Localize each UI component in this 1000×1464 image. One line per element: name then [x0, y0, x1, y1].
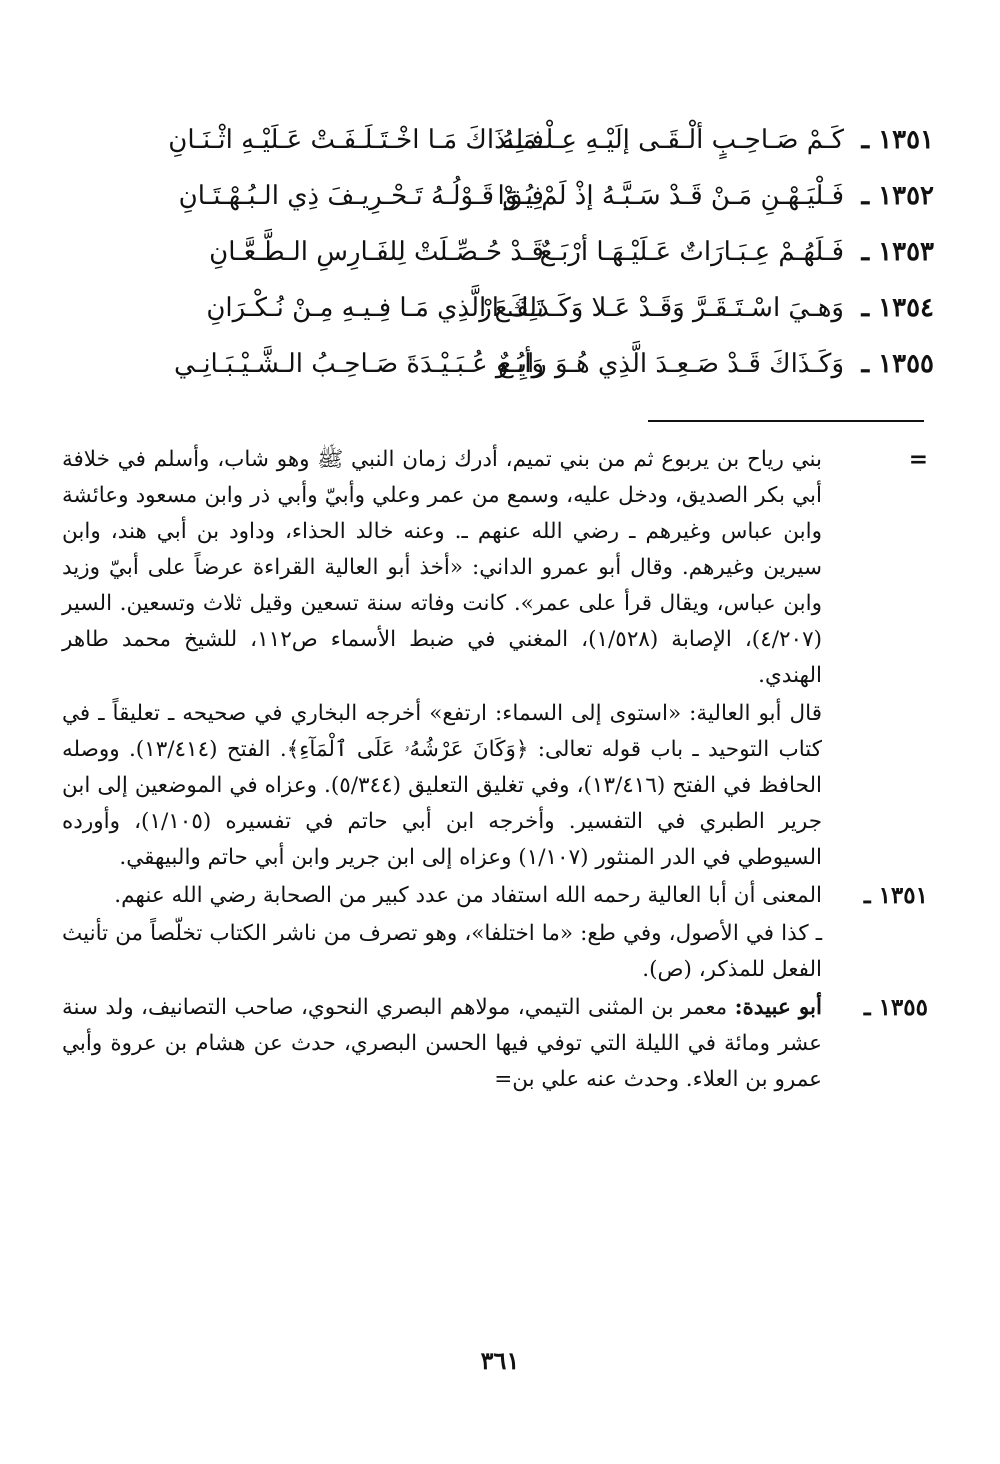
verse-number: ١٣٥٥ ـ	[861, 349, 934, 379]
footnote-marker: ١٣٥٥ ـ	[863, 994, 928, 1021]
verse-second-hemistich: تَـفَـعَ الَّذِي مَـا فِـيـهِ مِـنْ نُـكْـرَانِ	[206, 293, 544, 323]
footnote	[62, 990, 932, 1098]
verse-row	[60, 112, 934, 168]
footnote-text: المعنى أن أبا العالية رحمه الله استفاد من عدد كبير من الصحابة رضي الله عنهم.	[114, 883, 822, 908]
verse-second-hemistich: فـلِـذَاكَ مَـا اخْـتَـلَـفَـتْ عَـلَيْـهِ اثْـنَـانِ	[168, 125, 544, 155]
footnote-text: أبو عبيدة: معمر بن المثنى التيمي، مولاهم البصري النحوي، صاحب التصانيف، ولد سنة عشر ومائة في الليلة التي توفي فيها الحسن البصري، حدث عن هشام بن عروة وأبي عمرو بن العلاء. وحدث عنه علي بن=	[62, 995, 822, 1092]
footnote	[62, 878, 932, 914]
footnote-text: بني رياح بن يربوع ثم من بني تميم، أدرك زمان النبي ﷺ وهو شاب، وأسلم في خلافة أبي بكر الصديق، ودخل عليه، وسمع من عمر وعلي وأبيّ وأبي ذر وابن مسعود وعائشة وابن عباس وغيرهم ـ رضي الله عنهم ـ. وعنه خالد الحذاء، وداود بن أبي هند، وابن سيرين وغيرهم. وقال أبو عمرو الداني: «أخذ أبو العالية القراءة عرضاً على أبيّ وزيد وابن عباس، ويقال قرأ على عمر». كانت وفاته سنة تسعين وقيل ثلاث وتسعين. السير (٤/٢٠٧)، الإصابة (١/٥٢٨)، المغني في ضبط الأسماء ص١١٢، للشيخ محمد طاهر الهندي.	[62, 447, 823, 688]
verse-first-hemistich: ١٣٥٢ ـفَـلْيَـهْـنِ مَـنْ قَـدْ سَـبَّـهُ إذْ لَمْ يُـوَا	[497, 181, 934, 211]
verse-number: ١٣٥١ ـ	[861, 125, 934, 155]
footnote-marker	[822, 696, 932, 876]
verse-first-hemistich: ١٣٥٤ ـوَهـيَ اسْـتَـقَـرَّ وَقَـدْ عَـلا وَكَـذلِكَ ارْ	[479, 293, 934, 323]
footnote-marker: =	[908, 446, 928, 473]
verse-first-hemistich: ١٣٥٣ ـفَـلَهُـمْ عِـبَـارَاتٌ عَـلَيْـهَـا أرْبَـعٌ	[539, 237, 934, 267]
footnote-separator	[648, 420, 924, 422]
footnote	[62, 916, 932, 988]
verse-number: ١٣٥٤ ـ	[861, 293, 934, 323]
verse-block	[60, 112, 934, 392]
verse-number: ١٣٥٢ ـ	[861, 181, 934, 211]
verse-row	[60, 280, 934, 336]
verse-row	[60, 336, 934, 392]
verse-first-hemistich: ١٣٥٥ ـوَكَـذَاكَ قَـدْ صَـعِـدَ الَّذِي هُـوَ رابِـعٌ	[498, 349, 934, 379]
verse-row	[60, 224, 934, 280]
footnote-text: ـ كذا في الأصول، وفي طع: «ما اختلفا»، وهو تصرف من ناشر الكتاب تخلّصاً من تأنيث الفعل للمذكر، (ص).	[62, 921, 822, 982]
footnote-marker: ١٣٥١ ـ	[863, 882, 928, 909]
verse-first-hemistich: ١٣٥١ ـكَـمْ صَـاحِـبٍ ألْـقَـى إلَيْـهِ عِـلْـمَـهُ	[501, 125, 934, 155]
footnotes	[62, 442, 932, 1100]
verse-second-hemistich: وَأبُـو عُـبَـيْـدَةَ صَـاحِـبُ الـشَّـيْـبَـانِـي	[174, 349, 544, 379]
verse-row	[60, 168, 934, 224]
footnote	[62, 696, 932, 876]
verse-second-hemistich: فِـقْ قَـوْلُـهُ تَـحْـرِيـفَ ذِي الـبُـهْـتَـانِ	[178, 181, 544, 211]
page-number: ٣٦١	[480, 1346, 520, 1375]
verse-number: ١٣٥٣ ـ	[861, 237, 934, 267]
footnote-text: قال أبو العالية: «استوى إلى السماء: ارتفع» أخرجه البخاري في صحيحه ـ تعليقاً ـ في كتاب التوحيد ـ باب قوله تعالى: ﴿وَكَانَ عَرْشُهُۥ عَلَى ٱلْمَآءِ﴾. الفتح (١٣/٤١٤). ووصله الحافظ في الفتح (١٣/٤١٦)، وفي تغليق التعليق (٥/٣٤٤). وعزاه في الموضعين إلى ابن جرير الطبري في التفسير. وأخرجه ابن أبي حاتم في تفسيره (١/١٠٥)، وأورده السيوطي في الدر المنثور (١/١٠٧) وعزاه إلى ابن جرير وابن أبي حاتم والبيهقي.	[62, 701, 822, 870]
footnote	[62, 442, 932, 694]
footnote-marker	[822, 916, 932, 988]
verse-second-hemistich: قَـدْ حُـصِّـلَتْ لِلفَـارِسِ الـطَّـعَّـانِ	[209, 237, 544, 267]
